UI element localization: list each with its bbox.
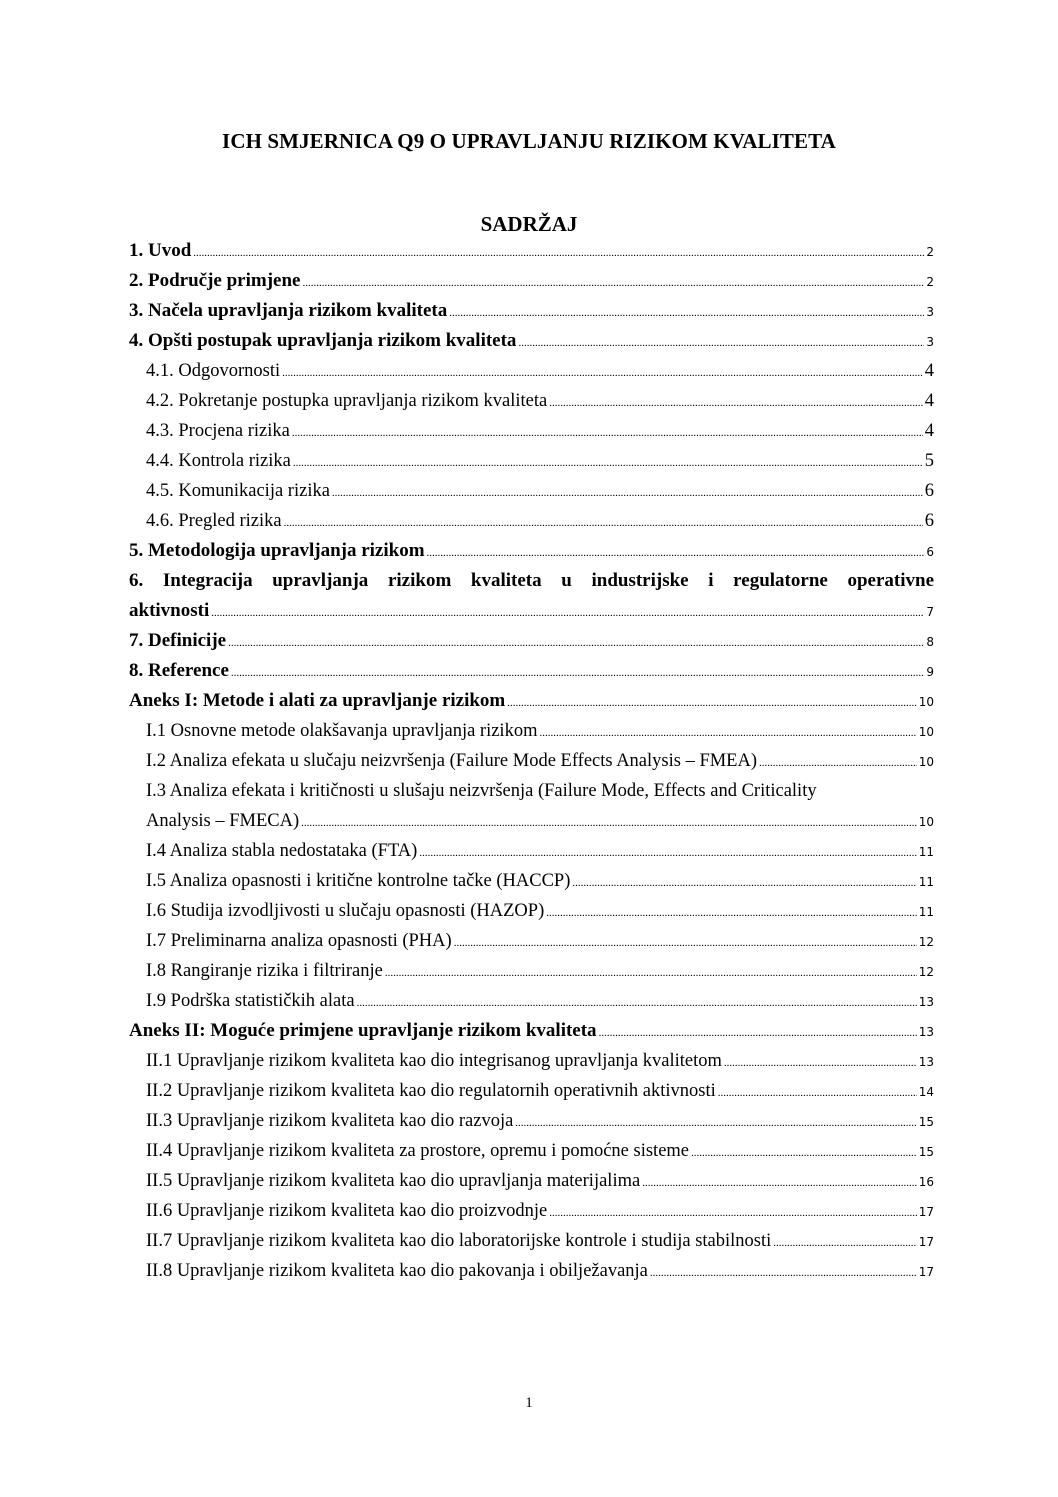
toc-entry-label: I.9 Podrška statističkih alata bbox=[146, 991, 355, 1011]
dot-leader bbox=[357, 988, 917, 1018]
toc-entry-reference[interactable] bbox=[129, 656, 934, 686]
toc-entry-i-8[interactable] bbox=[129, 956, 934, 986]
toc-entry-label: 4.1. Odgovornosti bbox=[146, 361, 281, 381]
dot-leader bbox=[292, 418, 923, 448]
dot-leader bbox=[193, 238, 924, 268]
toc-page-number: 2 bbox=[926, 275, 934, 289]
toc-entry-label-line2: Analysis – FMECA) bbox=[146, 811, 300, 831]
toc-entry-label: I.8 Rangiranje rizika i filtriranje bbox=[146, 961, 383, 981]
dot-leader bbox=[282, 358, 923, 388]
toc-page-number: 11 bbox=[918, 875, 934, 889]
toc-entry-label: 4. Opšti postupak upravljanja rizikom kvaliteta bbox=[129, 330, 517, 351]
toc-entry-ii-5[interactable] bbox=[129, 1166, 934, 1196]
toc-entry-integracija[interactable] bbox=[129, 566, 934, 626]
toc-page-number: 12 bbox=[918, 935, 934, 949]
toc-page-number: 3 bbox=[926, 335, 934, 349]
toc-entry-label: 4.2. Pokretanje postupka upravljanja rizikom kvaliteta bbox=[146, 391, 548, 411]
toc-page-number: 10 bbox=[918, 815, 934, 829]
dot-leader bbox=[572, 868, 916, 898]
toc-entry-label: Aneks II: Moguće primjene upravljanje rizikom kvaliteta bbox=[129, 1020, 597, 1041]
toc-entry-label: 4.5. Komunikacija rizika bbox=[146, 481, 330, 501]
toc-entry-label: 8. Reference bbox=[129, 660, 229, 681]
toc-entry-4-6[interactable] bbox=[129, 506, 934, 536]
dot-leader bbox=[449, 298, 924, 328]
toc-entry-label: II.8 Upravljanje rizikom kvaliteta kao dio pakovanja i obilježavanja bbox=[146, 1261, 648, 1281]
toc-page-number: 17 bbox=[918, 1235, 934, 1249]
dot-leader bbox=[724, 1048, 917, 1078]
toc-page-number: 10 bbox=[918, 725, 934, 739]
toc-page-number: 10 bbox=[918, 755, 934, 769]
dot-leader bbox=[539, 718, 916, 748]
dot-leader bbox=[549, 388, 923, 418]
toc-entry-4-5[interactable] bbox=[129, 476, 934, 506]
toc-entry-metodologija[interactable] bbox=[129, 536, 934, 566]
toc-entry-label: Aneks I: Metode i alati za upravljanje rizikom bbox=[129, 690, 506, 711]
toc-entry-label: I.2 Analiza efekata u slučaju neizvršenja (Failure Mode Effects Analysis – FMEA) bbox=[146, 751, 758, 771]
dot-leader bbox=[515, 1108, 916, 1138]
toc-heading: SADRŽAJ bbox=[480, 212, 578, 236]
dot-leader bbox=[293, 448, 923, 478]
toc-entry-label: 4.6. Pregled rizika bbox=[146, 511, 282, 531]
dot-leader bbox=[546, 898, 916, 928]
toc-entry-ii-7[interactable] bbox=[129, 1226, 934, 1256]
toc-entry-nacela[interactable] bbox=[129, 296, 934, 326]
dot-leader bbox=[549, 1198, 917, 1228]
toc-entry-label-line1: I.3 Analiza efekata i kritičnosti u slušaju neizvršenja (Failure Mode, Effects and Criticality bbox=[146, 781, 817, 801]
toc-entry-label: II.2 Upravljanje rizikom kvaliteta kao dio regulatornih operativnih aktivnosti bbox=[146, 1081, 716, 1101]
dot-leader bbox=[211, 598, 924, 628]
toc-page-number: 17 bbox=[918, 1265, 934, 1279]
dot-leader bbox=[427, 538, 925, 568]
toc-entry-label: I.5 Analiza opasnosti i kritične kontrolne tačke (HACCP) bbox=[146, 871, 571, 891]
dot-leader bbox=[507, 688, 916, 718]
toc-entry-i-7[interactable] bbox=[129, 926, 934, 956]
toc-entry-ii-3[interactable] bbox=[129, 1106, 934, 1136]
toc-entry-i-1[interactable] bbox=[129, 716, 934, 746]
toc-entry-i-9[interactable] bbox=[129, 986, 934, 1016]
toc-entry-label: II.5 Upravljanje rizikom kvaliteta kao dio upravljanja materijalima bbox=[146, 1171, 641, 1191]
toc-entry-definicije[interactable] bbox=[129, 626, 934, 656]
toc-entry-label: 2. Područje primjene bbox=[129, 270, 301, 291]
toc-page-number: 16 bbox=[918, 1175, 934, 1189]
toc-page-number: 6 bbox=[924, 481, 934, 501]
dot-leader bbox=[454, 928, 917, 958]
toc-entry-label-line2: aktivnosti bbox=[129, 600, 210, 621]
dot-leader bbox=[231, 658, 924, 688]
dot-leader bbox=[332, 478, 923, 508]
toc-entry-aneks-1[interactable] bbox=[129, 686, 934, 716]
toc-entry-i-5[interactable] bbox=[129, 866, 934, 896]
toc-page-number: 10 bbox=[918, 695, 934, 709]
document-title: ICH SMJERNICA Q9 O UPRAVLJANJU RIZIKOM KVALITETA bbox=[222, 129, 836, 153]
toc-entry-label: 5. Metodologija upravljanja rizikom bbox=[129, 540, 425, 561]
toc-entry-i-3[interactable] bbox=[129, 776, 934, 836]
toc-page-number: 9 bbox=[926, 665, 934, 679]
toc-entry-podrucje-primjene[interactable] bbox=[129, 266, 934, 296]
toc-entry-label: II.4 Upravljanje rizikom kvaliteta za prostore, opremu i pomoćne sisteme bbox=[146, 1141, 690, 1161]
toc-page-number: 7 bbox=[926, 605, 934, 619]
toc-page-number: 13 bbox=[918, 995, 934, 1009]
toc-entry-4-1[interactable] bbox=[129, 356, 934, 386]
toc-entry-label: II.1 Upravljanje rizikom kvaliteta kao dio integrisanog upravljanja kvalitetom bbox=[146, 1051, 722, 1071]
toc-page-number: 3 bbox=[926, 305, 934, 319]
dot-leader bbox=[650, 1258, 917, 1288]
toc-entry-4-2[interactable] bbox=[129, 386, 934, 416]
toc-entry-i-6[interactable] bbox=[129, 896, 934, 926]
toc-entry-ii-2[interactable] bbox=[129, 1076, 934, 1106]
page-number: 1 bbox=[525, 1395, 533, 1411]
toc-entry-label: I.1 Osnovne metode olakšavanja upravljanja rizikom bbox=[146, 721, 538, 741]
toc-entry-label: 1. Uvod bbox=[129, 240, 192, 261]
dot-leader bbox=[599, 1018, 917, 1048]
toc-entry-4-3[interactable] bbox=[129, 416, 934, 446]
toc-entry-aneks-2[interactable] bbox=[129, 1016, 934, 1046]
dot-leader bbox=[228, 628, 924, 658]
toc-entry-opsti-postupak[interactable] bbox=[129, 326, 934, 356]
toc-page-number: 8 bbox=[926, 635, 934, 649]
toc-page-number: 12 bbox=[918, 965, 934, 979]
toc-page-number: 17 bbox=[918, 1205, 934, 1219]
toc-entry-ii-4[interactable] bbox=[129, 1136, 934, 1166]
dot-leader bbox=[385, 958, 917, 988]
dot-leader bbox=[419, 838, 916, 868]
toc-page-number: 6 bbox=[926, 545, 934, 559]
toc-entry-label: II.7 Upravljanje rizikom kvaliteta kao dio laboratorijske kontrole i studija stabilnosti bbox=[146, 1231, 772, 1251]
dot-leader bbox=[518, 328, 924, 358]
toc-entry-ii-8[interactable] bbox=[129, 1256, 934, 1286]
toc-entry-label: 7. Definicije bbox=[129, 630, 227, 651]
toc-entry-label-line1: 6. Integracija upravljanja rizikom kvaliteta u industrijske i regulatorne operativne bbox=[129, 570, 934, 591]
toc-entry-i-4[interactable] bbox=[129, 836, 934, 866]
toc-page-number: 13 bbox=[918, 1055, 934, 1069]
toc-page-number: 2 bbox=[926, 245, 934, 259]
toc-page-number: 4 bbox=[924, 421, 934, 441]
dot-leader bbox=[642, 1168, 917, 1198]
toc-entry-label: 3. Načela upravljanja rizikom kvaliteta bbox=[129, 300, 448, 321]
dot-leader bbox=[284, 508, 923, 538]
toc-page-number: 13 bbox=[918, 1025, 934, 1039]
toc-entry-uvod[interactable] bbox=[129, 236, 934, 266]
toc-entry-ii-6[interactable] bbox=[129, 1196, 934, 1226]
toc-page-number: 6 bbox=[924, 511, 934, 531]
dot-leader bbox=[718, 1078, 917, 1108]
toc-page-number: 11 bbox=[918, 905, 934, 919]
toc-entry-4-4[interactable] bbox=[129, 446, 934, 476]
toc-entry-ii-1[interactable] bbox=[129, 1046, 934, 1076]
toc-entry-label: I.4 Analiza stabla nedostataka (FTA) bbox=[146, 841, 418, 861]
dot-leader bbox=[691, 1138, 917, 1168]
toc-entry-label: 4.4. Kontrola rizika bbox=[146, 451, 291, 471]
toc-page-number: 4 bbox=[924, 391, 934, 411]
dot-leader bbox=[301, 808, 917, 838]
toc-entry-label: II.3 Upravljanje rizikom kvaliteta kao dio razvoja bbox=[146, 1111, 514, 1131]
toc-entry-label: 4.3. Procjena rizika bbox=[146, 421, 290, 441]
toc-page-number: 5 bbox=[924, 451, 934, 471]
dot-leader bbox=[773, 1228, 916, 1258]
toc-page-number: 15 bbox=[918, 1145, 934, 1159]
dot-leader bbox=[302, 268, 924, 298]
toc-entry-label: I.7 Preliminarna analiza opasnosti (PHA) bbox=[146, 931, 452, 951]
toc-entry-label: I.6 Studija izvodljivosti u slučaju opasnosti (HAZOP) bbox=[146, 901, 545, 921]
table-of-contents bbox=[129, 236, 934, 1286]
toc-page-number: 15 bbox=[918, 1115, 934, 1129]
dot-leader bbox=[759, 748, 917, 778]
toc-entry-label: II.6 Upravljanje rizikom kvaliteta kao dio proizvodnje bbox=[146, 1201, 548, 1221]
toc-page-number: 11 bbox=[918, 845, 934, 859]
toc-page-number: 14 bbox=[918, 1085, 934, 1099]
toc-page-number: 4 bbox=[924, 361, 934, 381]
toc-entry-i-2[interactable] bbox=[129, 746, 934, 776]
